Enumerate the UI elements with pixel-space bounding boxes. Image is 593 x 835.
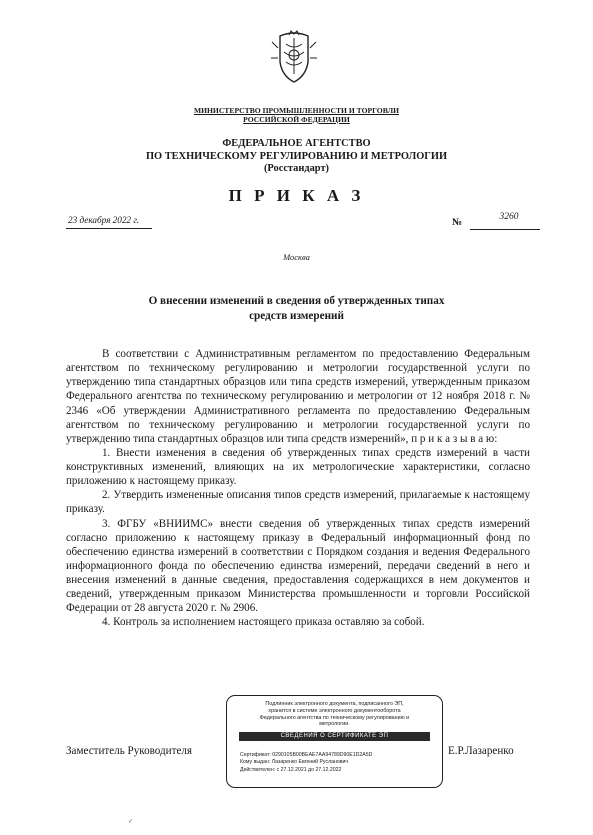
subject-line-1: О внесении изменений в сведения об утвержденных типах [148, 295, 445, 307]
body-paragraph-preamble: В соответствии с Административным регламентом по предоставлению Федеральным агентством по техническому регулированию и метрологии государственной услуги по утверждению типа стандартных образцов или типа средств измерений, утвержденным приказом Федерального агентства по техническому регулированию и метрологии от 12 ноября 2018 г. № 2346 «Об утверждении Административного регламента по предоставлению Федеральным агентством по техническому регулированию и метрологии государственной услуги по утверждению типа стандартных образцов или типа средств измерений», п р и к а з ы в а ю: [66, 348, 530, 445]
coat-of-arms-icon [270, 28, 318, 84]
electronic-signature-stamp [226, 695, 443, 788]
ministry-name [0, 106, 593, 124]
agency-line-1: ФЕДЕРАЛЬНОЕ АГЕНТСТВО [222, 138, 371, 149]
stamp-validity: Действителен: с 27.12.2021 до 27.12.2022 [240, 766, 342, 773]
ministry-line-1: МИНИСТЕРСТВО ПРОМЫШЛЕННОСТИ И ТОРГОВЛИ [193, 106, 400, 115]
body-paragraph-2: 2. Утвердить измененные описания типов средств измерений, прилагаемые к настоящему приказу. [66, 489, 530, 516]
number-sign: № [452, 217, 463, 228]
footer-mark: ✓ [128, 819, 134, 825]
body-paragraph-3: 3. ФГБУ «ВНИИМС» внести сведения об утвержденных типах средств измерений согласно приложению к настоящему приказу в Федеральный информационный фонд по обеспечению единства измерений в соответствии с Порядком создания и ведения Федерального информационного фонда по обеспечению единства измерений, передачи сведений в него и внесения изменений в данные сведения, предоставления содержащихся в нем документов и сведений, утвержденным приказом Министерства промышленности и торговли Российской Федерации от 28 августа 2020 г. № 2906. [66, 517, 530, 615]
subject-line-2: средств измерений [249, 310, 344, 322]
ministry-line-2: РОССИЙСКОЙ ФЕДЕРАЦИИ [243, 115, 350, 124]
body-paragraph-1: 1. Внести изменения в сведения об утвержденных типах средств измерений в части конструктивных изменений, влияющих на их метрологические характеристики, согласно приложению к настоящему приказу. [66, 446, 530, 488]
stamp-details [240, 752, 435, 774]
agency-name [0, 138, 593, 176]
order-body [66, 347, 530, 630]
date-underline [66, 228, 152, 229]
document-type-title: П Р И К А З [228, 186, 365, 205]
stamp-header-line-3: Федерального агентства по техническому регулированию и [259, 714, 410, 721]
stamp-header-line-2: хранится в системе электронного документооборота [268, 707, 401, 714]
body-paragraph-4: 4. Контроль за исполнением настоящего приказа оставляю за собой. [102, 616, 425, 629]
stamp-header [227, 701, 442, 728]
stamp-owner: Кому выдан: Лазаренко Евгений Русланович [240, 759, 349, 766]
stamp-header-line-4: метрологии. [319, 721, 350, 728]
order-number: 3260 [499, 212, 519, 222]
signer-name: Е.Р.Лазаренко [448, 745, 514, 757]
stamp-header-line-1: Подлинник электронного документа, подписанного ЭП, [265, 701, 404, 707]
number-underline [470, 229, 540, 230]
city: Москва [283, 252, 310, 262]
order-date: 23 декабря 2022 г. [68, 215, 140, 225]
agency-line-2: ПО ТЕХНИЧЕСКОМУ РЕГУЛИРОВАНИЮ И МЕТРОЛОГИИ [145, 150, 448, 162]
agency-line-3: (Росстандарт) [263, 163, 330, 174]
order-subject [0, 294, 593, 324]
stamp-title: СВЕДЕНИЯ О СЕРТИФИКАТЕ ЭП [239, 732, 430, 741]
signer-role: Заместитель Руководителя [66, 745, 193, 757]
stamp-certificate: Сертификат: 0290105B00BEAE7AA94789D90E1D2A5D [240, 752, 373, 758]
